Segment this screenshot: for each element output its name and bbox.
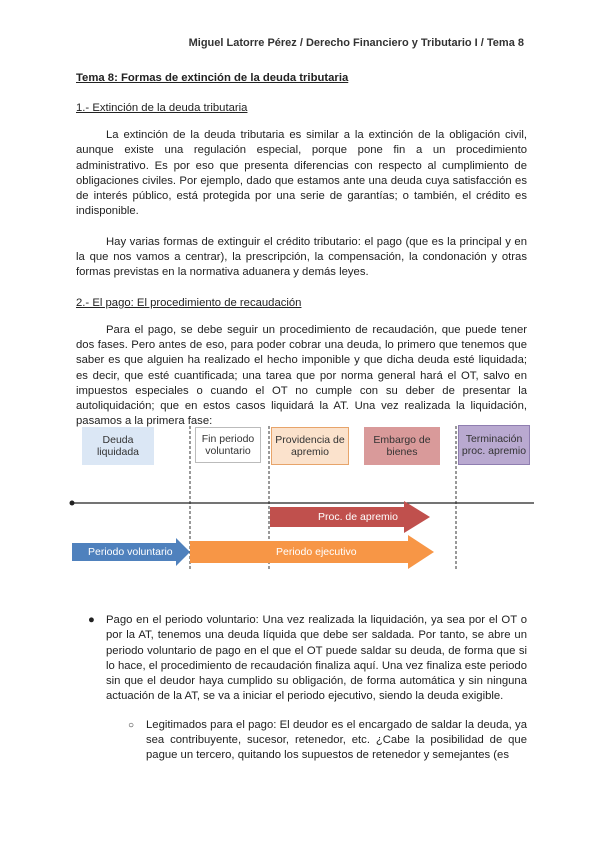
- document-body: [76, 71, 527, 430]
- paragraph-2: Hay varias formas de extinguir el crédito tributario: el pago (que es la principal y en la que nos vamos a centrar), la prescripción, la compensación, la condonación y otras formas previstas en la normativa aduanera y demás leyes.: [76, 235, 527, 279]
- recaudacion-diagram: [68, 424, 534, 572]
- document-title: Tema 8: Formas de extinción de la deuda tributaria: [76, 72, 349, 84]
- section-1-title: 1.- Extinción de la deuda tributaria: [76, 102, 248, 114]
- paragraph-1: La extinción de la deuda tributaria es similar a la extinción de la obligación civil, aunque existe una regulación especial, porque pone fin a un procedimiento administrativo. Es por eso que presenta diferencias con respecto al cumplimiento de obligaciones civiles. Por ejemplo, dado que estamos ante una deuda cuya satisfacción es de interés público, está protegida por una serie de garantías; o también, el crédito es indisponible.: [76, 129, 527, 218]
- paragraph-3: Para el pago, se debe seguir un procedimiento de recaudación, que puede tener dos fases. Pero antes de eso, para poder cobrar una deuda, lo primero que tenemos que saber es que alguien ha realizado el hecho imponible y que dicha deuda esté liquidada; es decir, que esté cuantificada; una tarea que por norma general hará el OT, salvo en impuestos especiales o cuando el OT no cumple con su deber de presentar la autoliquidación; que en estos casos liquidará la AT. Una vez realizada la liquidación, pasamos a la primera fase:: [76, 323, 527, 428]
- sub-list-item: [76, 718, 527, 764]
- box-fin-periodo-voluntario: Fin periodo voluntario: [195, 427, 261, 463]
- page-header: Miguel Latorre Pérez / Derecho Financiero y Tributario I / Tema 8: [188, 37, 524, 49]
- box-providencia-apremio: Providencia de apremio: [271, 427, 349, 465]
- bullet-dot-icon: ●: [88, 614, 95, 626]
- box-deuda-liquidada: Deuda liquidada: [82, 427, 154, 465]
- box-embargo-bienes: Embargo de bienes: [364, 427, 440, 465]
- label-proc-apremio: Proc. de apremio: [318, 511, 398, 523]
- label-periodo-voluntario: Periodo voluntario: [88, 546, 173, 558]
- bullet-circle-icon: ○: [128, 719, 135, 731]
- timeline-start-dot: [70, 501, 75, 506]
- section-2-title: 2.- El pago: El procedimiento de recaudación: [76, 296, 302, 309]
- box-terminacion-apremio: Terminación proc. apremio: [458, 425, 530, 465]
- bullet-text: Pago en el periodo voluntario: Una vez realizada la liquidación, ya sea por el OT o por la AT, tenemos una deuda líquida que debe ser saldada. Por tanto, se abre un periodo voluntario de pago en el que el OT puede saldar su deuda, de forma que si lo hace, el procedimiento de recaudación finaliza aquí. Una vez finaliza este periodo sin que el deudor haya cumplido su obligación, de forma automática y sin ninguna actuación de la AT, se va a iniciar el periodo ejecutivo, siendo la deuda exigible.: [106, 614, 527, 703]
- label-periodo-ejecutivo: Periodo ejecutivo: [276, 546, 357, 558]
- list-item: [76, 613, 527, 705]
- bullet-list: [76, 613, 527, 764]
- sub-bullet-text: Legitimados para el pago: El deudor es el encargado de saldar la deuda, ya sea contribuyente, sucesor, retenedor, etc. ¿Cabe la posibilidad de que pague un tercero, quitando los supuestos de retenedor y semejantes (es: [146, 718, 527, 762]
